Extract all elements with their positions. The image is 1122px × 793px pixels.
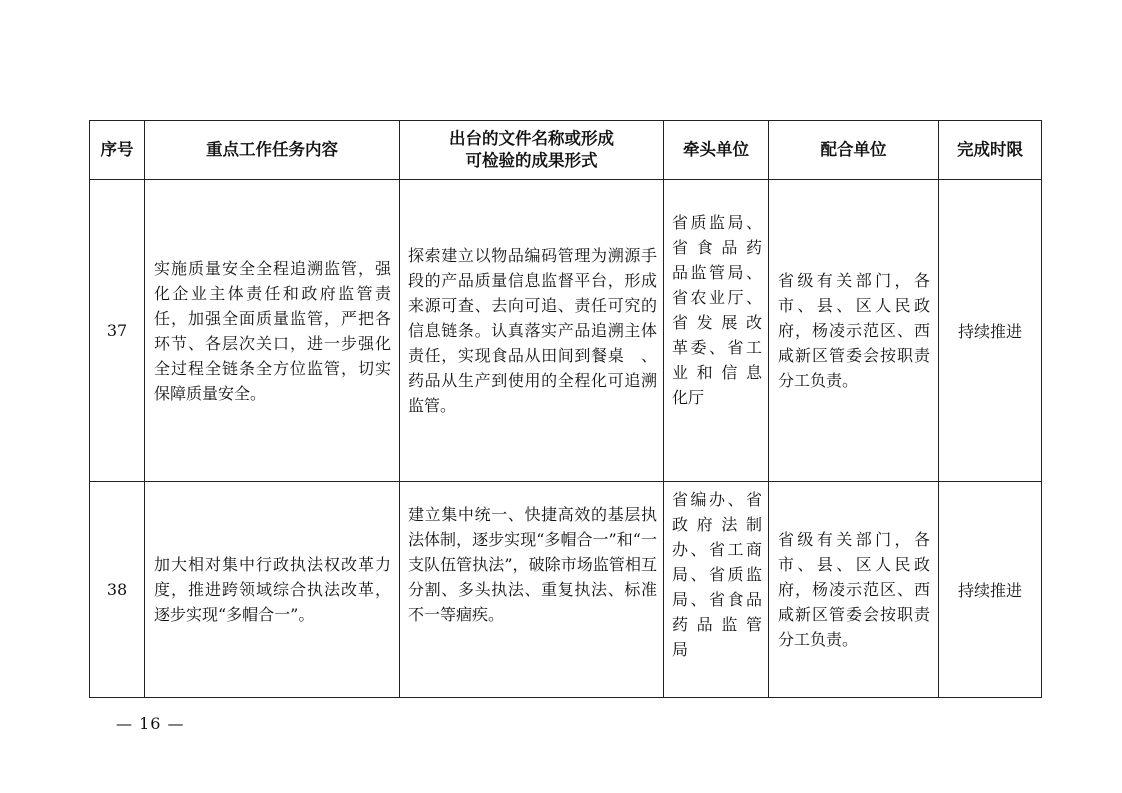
lead-unit-line: 革委、省工 [672, 338, 762, 357]
lead-unit-line: 品监管局、 [672, 263, 762, 282]
header-output-line2: 可检验的成果形式 [465, 151, 598, 170]
row-number: 38 [90, 482, 145, 698]
lead-unit [664, 482, 769, 698]
cooperating-units: 省级有关部门，各市、县、区人民政府，杨凌示范区、西咸新区管委会按职责分工负责。 [769, 180, 939, 482]
output-form: 建立集中统一、快捷高效的基层执法体制，逐步实现“多帽合一”和“一支队伍管执法”，破除市场监管相互分割、多头执法、重复执法、标准不一等痼疾。 [400, 482, 664, 698]
task-content: 加大相对集中行政执法权改革力度，推进跨领域综合执法改革，逐步实现“多帽合一”。 [145, 482, 400, 698]
task-content: 实施质量安全全程追溯监管，强化企业主体责任和政府监管责任，加强全面质量监管，严把各环节、各层次关口，进一步强化全过程全链条全方位监管，切实保障质量安全。 [145, 180, 400, 482]
table-row [90, 482, 1042, 698]
page-number: — 16 — [116, 714, 185, 733]
lead-unit-line: 政府法制 [672, 515, 762, 534]
table-header-row [90, 121, 1042, 180]
deadline: 持续推进 [939, 180, 1042, 482]
header-output [400, 121, 664, 180]
lead-unit-line: 办、省工商 [672, 540, 762, 559]
header-deadline: 完成时限 [939, 121, 1042, 180]
lead-unit-line: 局、省质监 [672, 565, 762, 584]
header-task: 重点工作任务内容 [145, 121, 400, 180]
row-number: 37 [90, 180, 145, 482]
lead-unit [664, 180, 769, 482]
lead-unit-line: 省食品药 [672, 238, 762, 257]
header-coop: 配合单位 [769, 121, 939, 180]
lead-unit-line: 局、省食品 [672, 590, 762, 609]
cooperating-units: 省级有关部门，各市、县、区人民政府，杨凌示范区、西咸新区管委会按职责分工负责。 [769, 482, 939, 698]
lead-unit-line: 业和信息 [672, 363, 762, 382]
lead-unit-line: 省农业厅、 [672, 288, 762, 307]
output-form: 探索建立以物品编码管理为溯源手段的产品质量信息监督平台，形成来源可查、去向可追、责任可究的信息链条。认真落实产品追溯主体责任，实现食品从田间到餐桌 、药品从生产到使用的全程化可追溯监管。 [400, 180, 664, 482]
lead-unit-line: 药品监管 [672, 615, 762, 634]
deadline: 持续推进 [939, 482, 1042, 698]
lead-unit-line: 化厅 [672, 388, 705, 407]
header-lead: 牵头单位 [664, 121, 769, 180]
lead-unit-line: 局 [672, 640, 689, 659]
task-table [89, 120, 1042, 698]
header-seq: 序号 [90, 121, 145, 180]
lead-unit-line: 省质监局、 [672, 213, 762, 232]
header-output-line1: 出台的文件名称或形成 [449, 129, 614, 148]
table-row [90, 180, 1042, 482]
lead-unit-line: 省发展改 [672, 313, 762, 332]
lead-unit-line: 省编办、省 [672, 490, 762, 509]
